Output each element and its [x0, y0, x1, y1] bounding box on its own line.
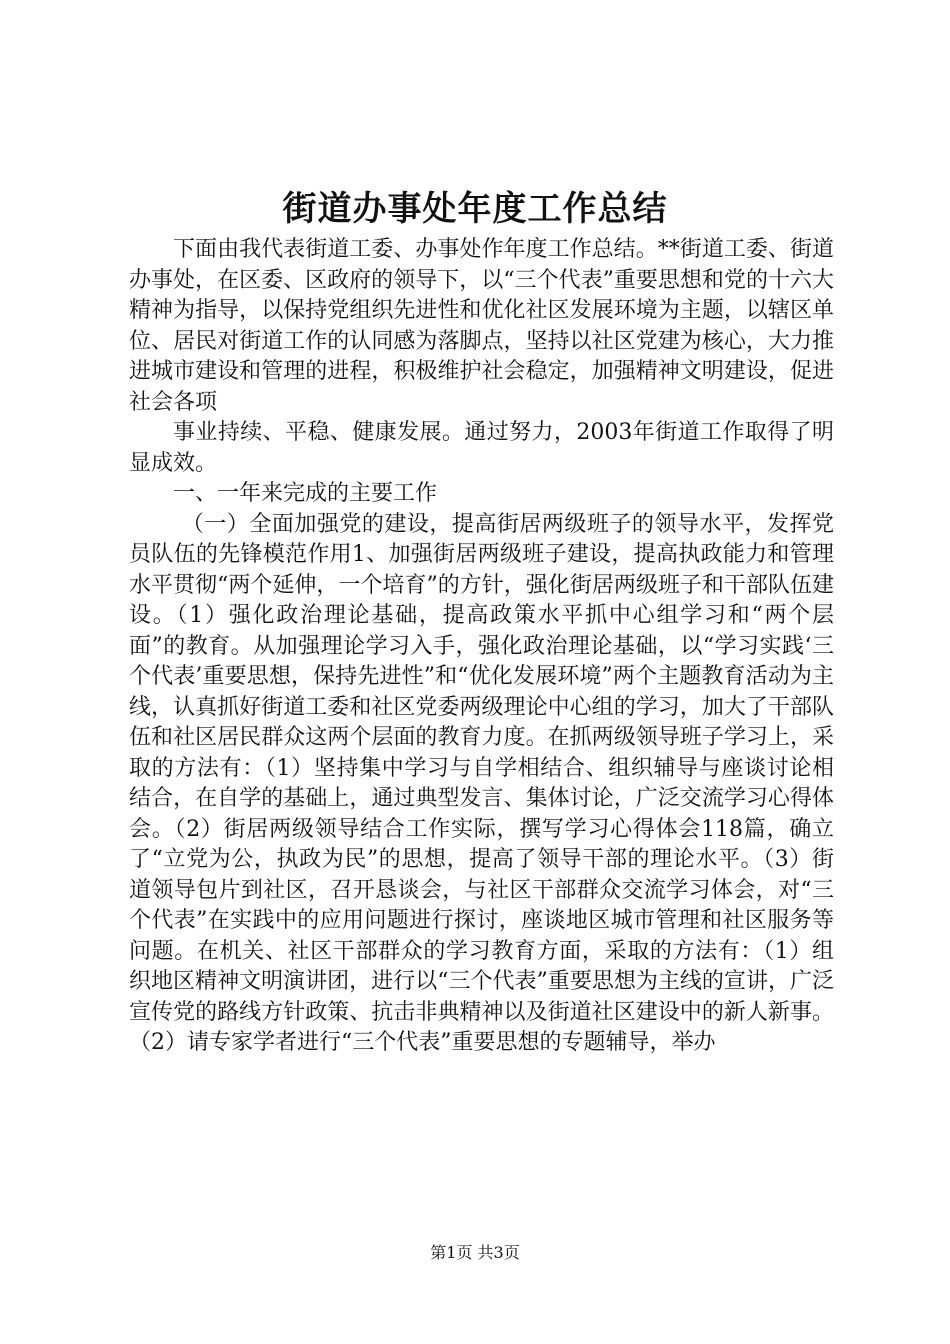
paragraph-section-1: （一）全面加强党的建设，提高街居两级班子的领导水平，发挥党员队伍的先锋模范作用1、加强街居两级班子建设，提高执政能力和管理水平贯彻“两个延伸，一个培育”的方针，强化街居两级班子和干部队伍建设。（1）强化政治理论基础，提高政策水平抓中心组学习和“两个层面”的教育。从加强理论学习入手，强化政治理论基础，以“学习实践‘三个代表’重要思想，保持先进性”和“优化发展环境”两个主题教育活动为主线，认真抓好街道工委和社区党委两级理论中心组的学习，加大了干部队伍和社区居民群众这两个层面的教育力度。在抓两级领导班子学习上，采取的方法有：（1）坚持集中学习与自学相结合、组织辅导与座谈讨论相结合，在自学的基础上，通过典型发言、集体讨论，广泛交流学习心得体会。（2）街居两级领导结合工作实际，撰写学习心得体会118篇，确立了“立党为公，执政为民”的思想，提高了领导干部的理论水平。（3）街道领导包片到社区，召开恳谈会，与社区干部群众交流学习体会，对“三个代表”在实践中的应用问题进行探讨，座谈地区城市管理和社区服务等问题。在机关、社区干部群众的学习教育方面，采取的方法有：（1）组织地区精神文明演讲团，进行以“三个代表”重要思想为主线的宣讲，广泛宣传党的路线方针政策、抗击非典精神以及街道社区建设中的新人新事。（2）请专家学者进行“三个代表”重要思想的专题辅导，举办 [129, 511, 834, 1055]
document-title: 街道办事处年度工作总结 [282, 189, 668, 229]
section-heading: 一、一年来完成的主要工作 [173, 481, 438, 506]
paragraph-intro: 下面由我代表街道工委、办事处作年度工作总结。**街道工委、街道办事处，在区委、区政府的领导下，以“三个代表”重要思想和党的十六大精神为指导，以保持党组织先进性和优化社区发展环境为主题，以辖区单位、居民对街道工作的认同感为落脚点，坚持以社区党建为核心，大力推进城市建设和管理的进程，积极维护社会稳定，加强精神文明建设，促进社会各项 [129, 237, 834, 415]
document-body [129, 235, 834, 1059]
page-footer: 第1页 共3页 [430, 1243, 520, 1262]
paragraph-continuation: 事业持续、平稳、健康发展。通过努力，2003年街道工作取得了明显成效。 [129, 420, 834, 476]
